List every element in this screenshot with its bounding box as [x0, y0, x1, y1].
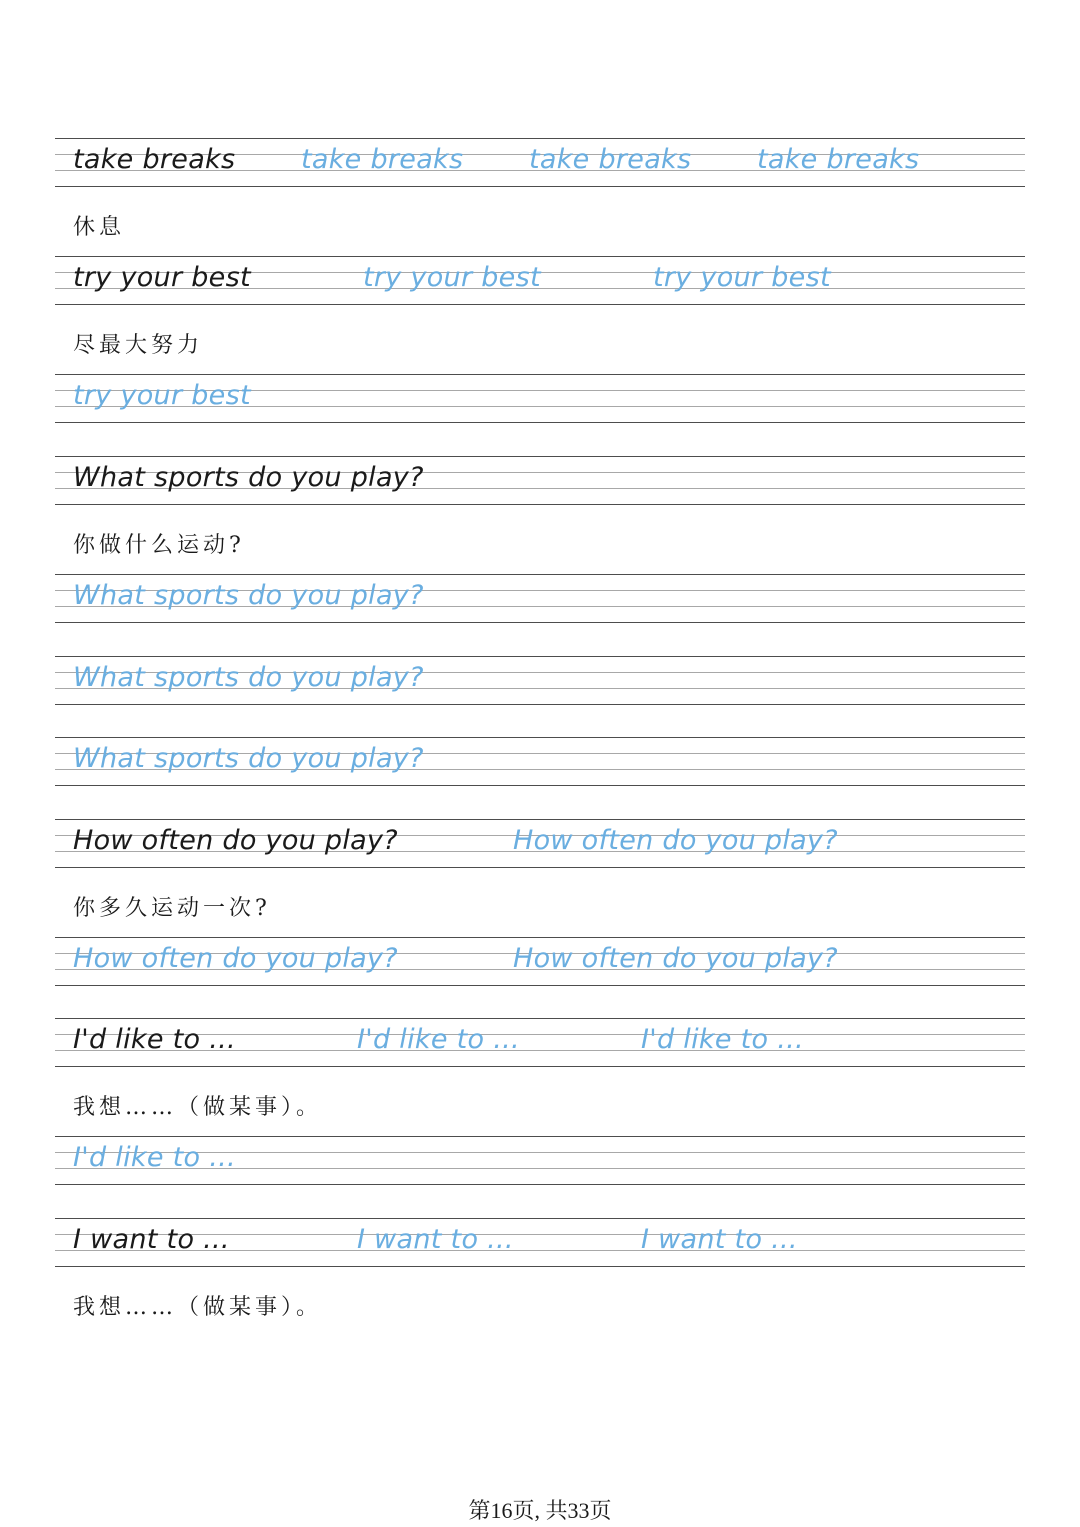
- trace-phrase: take breaks: [529, 144, 692, 175]
- chinese-meaning: 我想……（做某事）。: [73, 1295, 323, 1320]
- model-sentence: How often do you play?: [73, 825, 398, 856]
- chinese-meaning: 休息: [73, 215, 126, 240]
- trace-sentence: How often do you play?: [513, 943, 838, 974]
- writing-band: [55, 574, 1025, 624]
- trace-phrase: try your best: [363, 262, 541, 293]
- model-phrase: I want to ...: [73, 1224, 230, 1255]
- writing-band: [55, 819, 1025, 869]
- writing-band: [55, 656, 1025, 706]
- trace-sentence: What sports do you play?: [73, 743, 424, 774]
- trace-phrase: I'd like to ...: [73, 1142, 236, 1173]
- trace-sentence: How often do you play?: [73, 943, 398, 974]
- writing-band: [55, 1136, 1025, 1186]
- trace-phrase: take breaks: [301, 144, 464, 175]
- writing-band: [55, 456, 1025, 506]
- writing-band: [55, 138, 1025, 188]
- trace-phrase: I want to ...: [641, 1224, 798, 1255]
- trace-sentence: What sports do you play?: [73, 662, 424, 693]
- trace-phrase: take breaks: [757, 144, 920, 175]
- trace-phrase: try your best: [73, 380, 251, 411]
- chinese-meaning: 尽最大努力: [73, 333, 204, 358]
- model-phrase: I'd like to ...: [73, 1024, 236, 1055]
- writing-band: [55, 1018, 1025, 1068]
- model-phrase: take breaks: [73, 144, 236, 175]
- model-phrase: try your best: [73, 262, 251, 293]
- writing-band: [55, 374, 1025, 424]
- trace-sentence: How often do you play?: [513, 825, 838, 856]
- writing-band: [55, 937, 1025, 987]
- trace-phrase: I'd like to ...: [357, 1024, 520, 1055]
- chinese-meaning: 你做什么运动?: [73, 533, 245, 558]
- chinese-meaning: 你多久运动一次?: [73, 896, 271, 921]
- writing-band: [55, 1218, 1025, 1268]
- trace-sentence: What sports do you play?: [73, 580, 424, 611]
- trace-phrase: try your best: [653, 262, 831, 293]
- chinese-meaning: 我想……（做某事）。: [73, 1095, 323, 1120]
- page-number: 第16页, 共33页: [468, 1498, 612, 1523]
- writing-band: [55, 256, 1025, 306]
- writing-band: [55, 737, 1025, 787]
- trace-phrase: I'd like to ...: [641, 1024, 804, 1055]
- model-sentence: What sports do you play?: [73, 462, 424, 493]
- trace-phrase: I want to ...: [357, 1224, 514, 1255]
